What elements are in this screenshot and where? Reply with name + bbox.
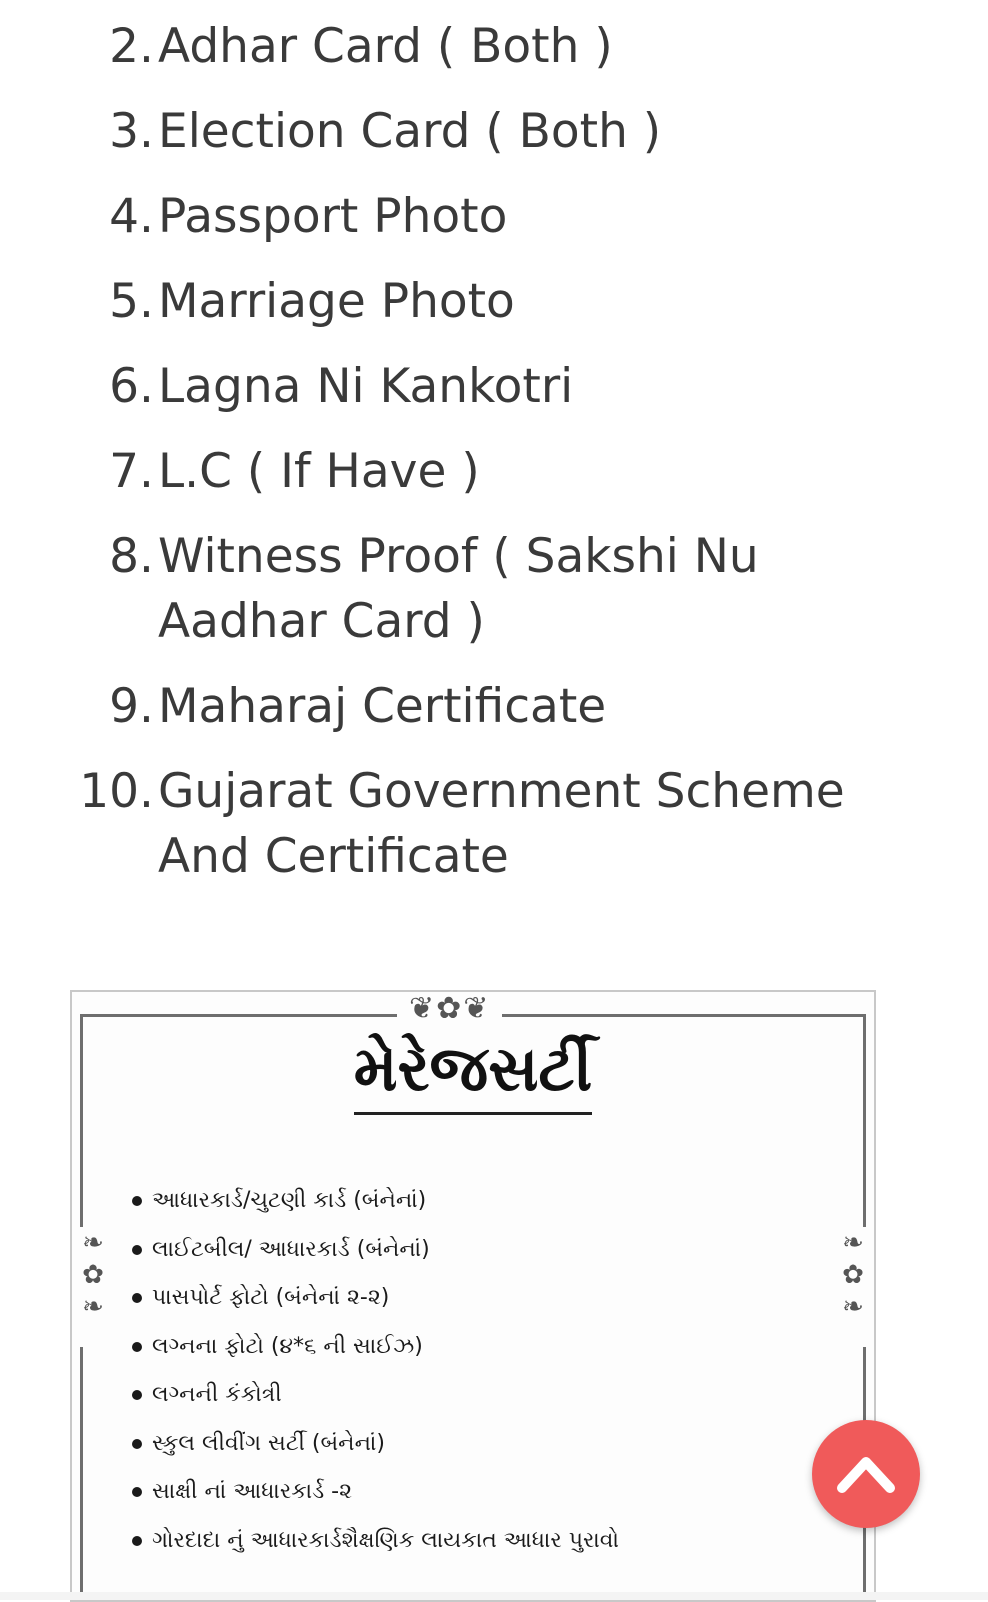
scroll-to-top-button[interactable] xyxy=(812,1420,920,1528)
bullet-icon xyxy=(132,1196,142,1206)
notice-list-item-text: ગોરદાદા નું આધારકાર્ડશૈક્ષણિક લાયકાત આધાર પુરાવો xyxy=(152,1527,619,1553)
list-item-text: Adhar Card ( Both ) xyxy=(158,19,613,74)
list-item-number: 5. xyxy=(109,274,154,329)
notice-list-item-text: લગ્નની કંકોત્રી xyxy=(152,1382,282,1407)
list-item-number: 4. xyxy=(109,189,154,244)
chevron-up-icon xyxy=(836,1448,896,1498)
notice-list-item xyxy=(132,1274,619,1323)
list-item xyxy=(0,524,988,654)
bullet-icon xyxy=(132,1245,142,1255)
notice-list-item-text: લાઈટબીલ/ આધારકાર્ડ (બંનેનાં) xyxy=(152,1236,430,1262)
bullet-icon xyxy=(132,1439,142,1449)
notice-list-item xyxy=(132,1420,619,1469)
ornament-flourish-icon: ❧ ✿ ❧ xyxy=(838,1227,868,1347)
notice-list-item-text: સાક્ષી નાં આધારકાર્ડ -૨ xyxy=(152,1479,353,1504)
document-list xyxy=(0,14,988,909)
list-item-text: Witness Proof ( Sakshi Nu Aadhar Card ) xyxy=(158,529,759,649)
bullet-icon xyxy=(132,1342,142,1352)
list-item-number: 9. xyxy=(109,679,154,734)
list-item-number: 3. xyxy=(109,104,154,159)
notice-title xyxy=(72,1032,874,1115)
notice-list-item-text: આધારકાર્ડ/ચુટણી કાર્ડ (બંનેનાં) xyxy=(152,1188,427,1213)
notice-list-item-text: લગ્નના ફોટો (૪*૬ ની સાઈઝ) xyxy=(152,1333,423,1359)
list-item-number: 10. xyxy=(79,764,154,819)
notice-list-item xyxy=(132,1517,619,1566)
notice-requirements-list xyxy=(132,1177,619,1565)
notice-title-text: મેરેજસર્ટી xyxy=(354,1032,593,1115)
notice-list-item-text: પાસપોર્ટ ફોટો (બંનેનાં ૨-૨) xyxy=(152,1285,390,1310)
notice-list-item xyxy=(132,1226,619,1275)
list-item-text: Election Card ( Both ) xyxy=(158,104,662,159)
list-item xyxy=(0,269,988,334)
ornament-flourish-icon: ❧ ✿ ❧ xyxy=(78,1227,108,1347)
list-item-text: Marriage Photo xyxy=(158,274,515,329)
list-item xyxy=(0,759,988,889)
list-item xyxy=(0,14,988,79)
list-item-text: Passport Photo xyxy=(158,189,508,244)
list-item-text: Gujarat Government Scheme And Certificate xyxy=(158,764,845,884)
list-item xyxy=(0,99,988,164)
list-item-number: 8. xyxy=(109,529,154,584)
marriage-certificate-notice-image xyxy=(70,990,876,1602)
bullet-icon xyxy=(132,1390,142,1400)
list-item-number: 7. xyxy=(109,444,154,499)
bullet-icon xyxy=(132,1536,142,1546)
notice-list-item xyxy=(132,1323,619,1372)
notice-list-item-text: સ્કુલ લીવીંગ સર્ટી (બંનેનાં) xyxy=(152,1430,385,1456)
page-bottom-edge xyxy=(0,1592,988,1600)
list-item-number: 2. xyxy=(109,19,154,74)
bullet-icon xyxy=(132,1487,142,1497)
list-item xyxy=(0,184,988,249)
ornament-flourish-icon: ❦✿❦ xyxy=(397,994,502,1024)
list-item xyxy=(0,439,988,504)
list-item-text: L.C ( If Have ) xyxy=(158,444,480,499)
notice-list-item xyxy=(132,1371,619,1420)
list-item-text: Lagna Ni Kankotri xyxy=(158,359,574,414)
list-item-number: 6. xyxy=(109,359,154,414)
list-item-text: Maharaj Certificate xyxy=(158,679,607,734)
bullet-icon xyxy=(132,1293,142,1303)
list-item xyxy=(0,674,988,739)
notice-list-item xyxy=(132,1177,619,1226)
notice-list-item xyxy=(132,1468,619,1517)
list-item xyxy=(0,354,988,419)
